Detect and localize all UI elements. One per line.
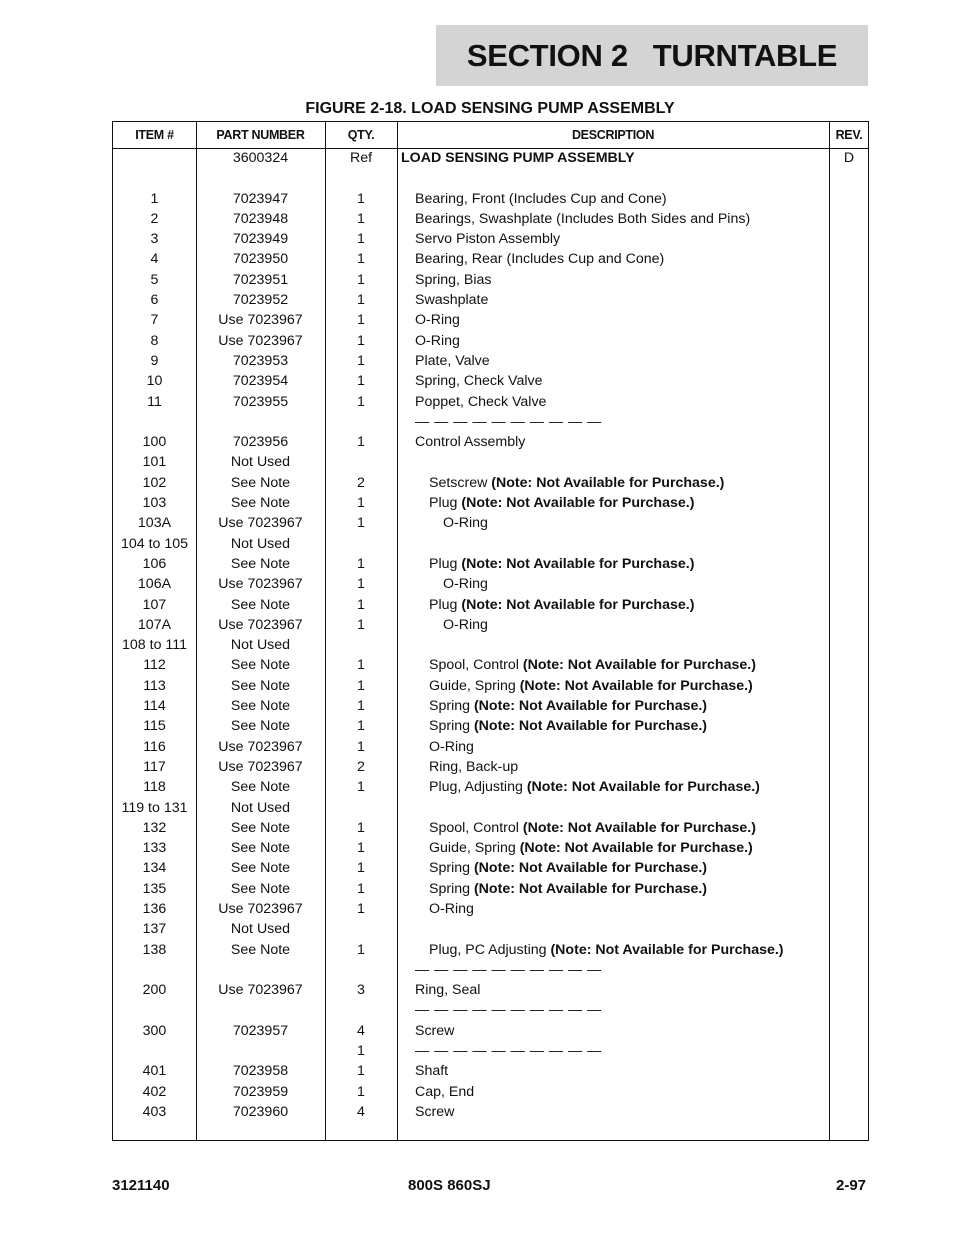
table-row [113,249,868,269]
footer-page-number: 2-97 [836,1177,867,1194]
description [429,879,707,899]
item-number: 113 [143,677,166,694]
description-text: Plug [429,495,462,512]
table-row [113,209,868,229]
item-number: 2 [150,210,159,227]
description [415,980,480,1000]
table-row [113,148,868,168]
table-row [113,452,868,472]
description [415,1102,454,1122]
description-text: — — — — — — — — — — [415,961,602,978]
footer-model: 800S 860SJ [408,1177,491,1194]
header-rev: REV. [835,128,863,142]
description-text: Plate, Valve [415,352,490,369]
item-number: 138 [142,941,167,958]
description [415,310,460,330]
item-number: 200 [142,982,167,999]
item-number: 300 [142,1022,167,1039]
quantity: 1 [357,596,365,613]
quantity: 1 [357,271,365,288]
table-row [113,940,868,960]
separator-dashes [415,412,602,432]
quantity: 1 [357,495,365,512]
part-number: 7023952 [232,292,289,309]
purchase-note: (Note: Not Available for Purchase.) [491,474,725,491]
description [429,493,694,513]
table-row [113,818,868,838]
description [415,249,664,269]
description [443,574,488,594]
separator-dashes [415,960,602,980]
description-text: Control Assembly [415,434,526,451]
quantity: 1 [357,616,365,633]
quantity: 1 [357,190,365,207]
table-row [113,229,868,249]
quantity: 1 [357,373,365,390]
description-text: O-Ring [443,515,488,532]
table-row [113,1061,868,1081]
description-text: Spring [429,880,474,897]
description-text: — — — — — — — — — — [415,1043,602,1060]
description-text: — — — — — — — — — — [415,1002,602,1019]
description [429,655,756,675]
item-number: 1 [150,190,159,207]
item-number: 114 [143,698,166,715]
description-text: Setscrew [429,474,492,491]
description [401,148,635,168]
table-row [113,858,868,878]
item-number: 106A [137,576,172,593]
quantity: 1 [357,718,365,735]
quantity: 1 [357,332,365,349]
description [415,331,460,351]
description [429,554,694,574]
table-row [113,838,868,858]
item-number: 101 [142,454,167,471]
description [415,1061,448,1081]
description [415,351,490,371]
description [443,615,488,635]
description [429,899,474,919]
table-row [113,371,868,391]
description-text: Ring, Back-up [429,758,519,775]
table-row [113,635,868,655]
item-number: 132 [142,819,167,836]
item-number: 4 [150,251,159,268]
description-text: Spool, Control [429,819,523,836]
part-number: See Note [230,677,291,694]
table-row [113,168,868,188]
description [415,392,546,412]
purchase-note: (Note: Not Available for Purchase.) [461,596,695,613]
description [415,209,750,229]
description [429,737,474,757]
separator-dashes [415,1000,602,1020]
quantity: 1 [357,555,365,572]
part-number: See Note [230,840,291,857]
item-number: 102 [142,474,167,491]
table-row [113,595,868,615]
table-row [113,757,868,777]
part-number: See Note [230,495,291,512]
description [429,757,518,777]
table-row [113,655,868,675]
part-number: See Note [230,657,291,674]
item-number: 5 [150,271,159,288]
quantity: 1 [357,251,365,268]
part-number: Use 7023967 [218,616,303,633]
part-number: 7023950 [232,251,289,268]
description-text: Plug, Adjusting [429,779,527,796]
quantity: 2 [357,474,365,491]
description-text: LOAD SENSING PUMP ASSEMBLY [401,150,635,166]
description-text: Swashplate [415,292,489,309]
quantity: 1 [357,677,365,694]
description-text: Screw [415,1022,455,1039]
item-number: 103A [137,515,172,532]
description-text: Guide, Spring [429,840,520,857]
item-number: 103 [142,495,167,512]
item-number: 8 [150,332,159,349]
item-number: 118 [143,779,166,796]
table-row [113,798,868,818]
description-text: Shaft [415,1063,449,1080]
part-number: 7023949 [232,231,289,248]
parts-table [112,121,869,1141]
part-number: Not Used [230,637,291,654]
table-row [113,310,868,330]
item-number: 108 to 111 [122,637,187,654]
table-row [113,331,868,351]
quantity: 1 [357,860,365,877]
purchase-note: (Note: Not Available for Purchase.) [473,860,708,877]
quantity: 1 [357,1083,365,1100]
table-row [113,615,868,635]
quantity: 4 [357,1022,365,1039]
item-number: 100 [142,434,167,451]
table-row [113,919,868,939]
part-number: Not Used [230,799,291,816]
part-number: See Note [230,941,291,958]
description [415,270,492,290]
description-text: Spring [429,860,474,877]
item-number: 107A [137,616,172,633]
purchase-note: (Note: Not Available for Purchase.) [473,718,708,735]
part-number: See Note [230,819,291,836]
purchase-note: (Note: Not Available for Purchase.) [522,819,756,836]
description [429,818,756,838]
description [443,513,488,533]
purchase-note: (Note: Not Available for Purchase.) [519,677,753,694]
separator-dashes [415,1041,602,1061]
item-number: 112 [143,657,166,674]
quantity: 1 [357,900,365,917]
part-number: Use 7023967 [218,332,303,349]
description-text: Spring, Bias [415,271,492,288]
table-row [113,716,868,736]
description [429,838,753,858]
table-row [113,351,868,371]
table-row [113,473,868,493]
table-row [113,270,868,290]
quantity: 1 [357,657,365,674]
description-text: Bearing, Rear (Includes Cup and Cone) [415,251,665,268]
table-row [113,1000,868,1020]
table-row [113,554,868,574]
quantity: 1 [357,880,365,897]
purchase-note: (Note: Not Available for Purchase.) [461,495,695,512]
item-number: 133 [142,840,167,857]
part-number: See Note [230,779,291,796]
part-number: Use 7023967 [218,738,303,755]
description-text: Plug [429,596,462,613]
quantity: 1 [357,231,365,248]
quantity: 1 [357,941,365,958]
part-number: See Note [230,474,291,491]
description [415,1082,474,1102]
description-text: Guide, Spring [429,677,520,694]
item-number: 107 [142,596,167,613]
part-number: 7023954 [232,373,289,390]
item-number: 104 to 105 [120,535,189,552]
part-number: Not Used [230,454,291,471]
purchase-note: (Note: Not Available for Purchase.) [526,779,760,796]
quantity: Ref [349,150,373,166]
purchase-note: (Note: Not Available for Purchase.) [522,657,756,674]
part-number: 7023960 [232,1103,289,1120]
description-text: Cap, End [415,1083,475,1100]
quantity: 1 [357,698,365,715]
description-text: O-Ring [443,616,488,633]
table-row [113,290,868,310]
quantity: 1 [357,312,365,329]
part-number: Use 7023967 [218,312,303,329]
table-row [113,737,868,757]
description-text: Spring [429,718,474,735]
quantity: 1 [357,779,365,796]
quantity: 1 [357,840,365,857]
revision: D [843,150,855,166]
quantity: 1 [357,819,365,836]
description-text: Plug [429,555,462,572]
item-number: 9 [150,352,159,369]
table-row [113,493,868,513]
description-text: Bearings, Swashplate (Includes Both Sides and Pins) [415,210,751,227]
description [429,940,784,960]
description [415,432,525,452]
quantity: 1 [357,352,365,369]
part-number: 7023957 [232,1022,289,1039]
quantity: 1 [357,292,365,309]
description-text: Spring, Check Valve [415,373,543,390]
description [429,858,707,878]
description-text: Spring [429,698,474,715]
part-number: 7023958 [232,1063,289,1080]
description-text: Plug, PC Adjusting [429,941,551,958]
description-text: O-Ring [443,576,488,593]
quantity: 4 [357,1103,365,1120]
item-number: 137 [142,921,167,938]
item-number: 11 [147,393,162,410]
description [429,676,753,696]
footer-doc-number: 3121140 [112,1177,170,1194]
quantity: 1 [357,1043,365,1060]
description-text: O-Ring [429,738,474,755]
description [415,371,543,391]
part-number: 7023948 [232,210,289,227]
item-number: 116 [143,738,166,755]
table-row [113,960,868,980]
table-row [113,513,868,533]
description [429,777,760,797]
purchase-note: (Note: Not Available for Purchase.) [461,555,695,572]
part-number: Use 7023967 [218,515,303,532]
part-number: Use 7023967 [218,982,303,999]
description-text: Poppet, Check Valve [415,393,547,410]
figure-title: FIGURE 2-18. LOAD SENSING PUMP ASSEMBLY [305,100,675,117]
table-row [113,412,868,432]
part-number: 7023955 [232,393,289,410]
description-text: O-Ring [429,900,474,917]
table-row [113,392,868,412]
part-number: 7023959 [232,1083,289,1100]
quantity: 1 [357,738,365,755]
purchase-note: (Note: Not Available for Purchase.) [473,880,708,897]
description [415,229,560,249]
quantity: 3 [357,982,365,999]
part-number: Not Used [230,921,291,938]
part-number: 3600324 [232,150,289,166]
description [429,595,694,615]
part-number: See Note [230,596,291,613]
header-item: ITEM # [135,128,174,142]
description-text: Spool, Control [429,657,523,674]
item-number: 136 [142,900,167,917]
section-title: SECTION 2 TURNTABLE [466,37,838,73]
quantity: 1 [357,434,365,451]
table-row [113,1021,868,1041]
item-number: 117 [143,758,166,775]
part-number: 7023947 [232,190,289,207]
item-number: 401 [142,1063,167,1080]
part-number: Use 7023967 [218,758,303,775]
item-number: 6 [150,292,159,309]
part-number: See Note [230,860,291,877]
purchase-note: (Note: Not Available for Purchase.) [473,698,708,715]
part-number: 7023956 [232,434,289,451]
quantity: 1 [357,393,365,410]
description-text: Servo Piston Assembly [415,231,561,248]
table-row [113,980,868,1000]
purchase-note: (Note: Not Available for Purchase.) [550,941,784,958]
part-number: Use 7023967 [218,576,303,593]
description [429,696,707,716]
table-row [113,777,868,797]
description [415,1021,454,1041]
table-row [113,189,868,209]
quantity: 1 [357,576,365,593]
item-number: 402 [142,1083,167,1100]
purchase-note: (Note: Not Available for Purchase.) [519,840,753,857]
quantity: 1 [357,1063,365,1080]
item-number: 7 [150,312,159,329]
table-row [113,1102,868,1122]
table-body [113,148,868,1122]
part-number: 7023953 [232,352,289,369]
item-number: 403 [142,1103,167,1120]
table-row [113,676,868,696]
header-qty: QTY. [347,128,375,142]
description-text: O-Ring [415,332,460,349]
description-text: Screw [415,1103,455,1120]
description-text: Bearing, Front (Includes Cup and Cone) [415,190,667,207]
table-row [113,879,868,899]
part-number: Use 7023967 [218,900,303,917]
table-row [113,534,868,554]
description-text: O-Ring [415,312,460,329]
table-row [113,574,868,594]
header-description: DESCRIPTION [571,128,655,142]
header-part-number: PART NUMBER [216,128,305,142]
table-row [113,1041,868,1061]
item-number: 119 to 131 [121,799,188,816]
section-header [436,25,868,86]
description [415,290,488,310]
description [429,473,724,493]
table-row [113,696,868,716]
table-row [113,432,868,452]
part-number: See Note [230,880,291,897]
table-row [113,899,868,919]
description [415,189,667,209]
quantity: 2 [357,758,365,775]
description-text: — — — — — — — — — — [415,413,602,430]
part-number: See Note [230,555,291,572]
item-number: 10 [146,373,163,390]
item-number: 3 [150,231,159,248]
item-number: 115 [143,718,166,735]
part-number: 7023951 [232,271,289,288]
part-number: Not Used [230,535,291,552]
description-text: Ring, Seal [415,982,481,999]
quantity: 1 [357,515,365,532]
item-number: 134 [142,860,167,877]
part-number: See Note [230,718,291,735]
part-number: See Note [230,698,291,715]
description [429,716,707,736]
table-row [113,1082,868,1102]
item-number: 106 [142,555,167,572]
quantity: 1 [357,210,365,227]
item-number: 135 [142,880,167,897]
